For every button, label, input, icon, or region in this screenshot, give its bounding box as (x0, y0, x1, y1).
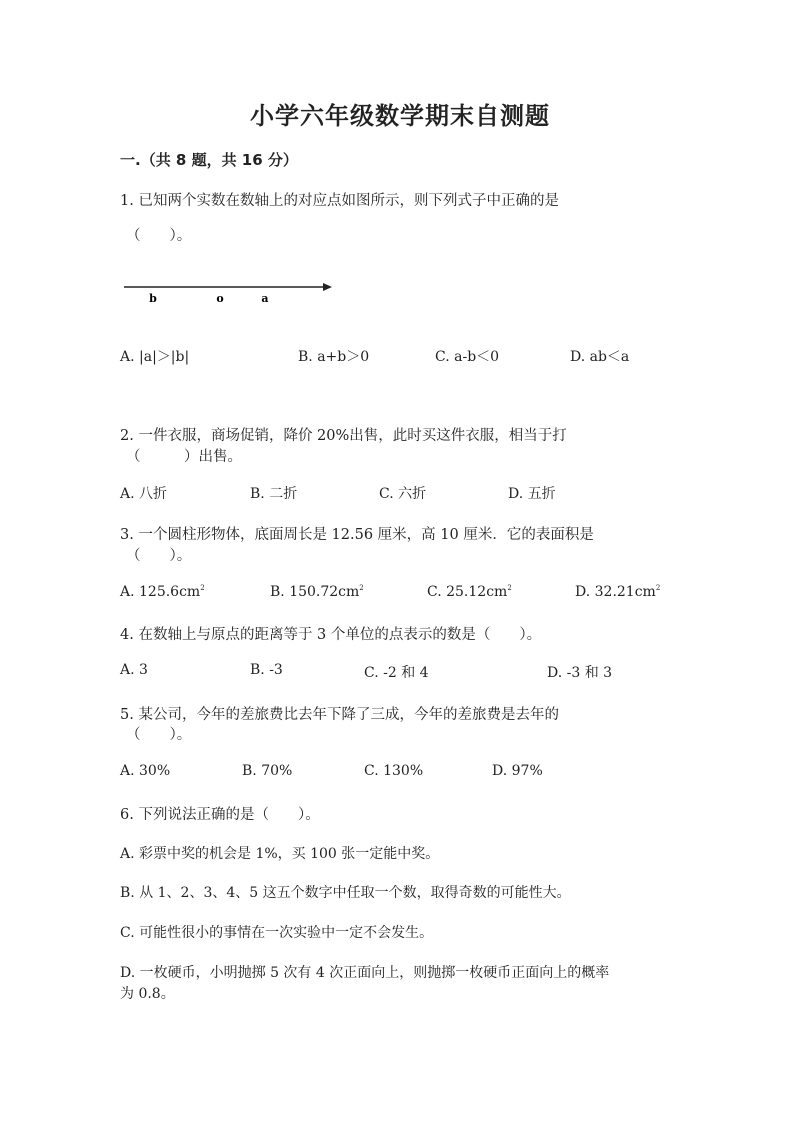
q1-option-c: C. a-b＜0 (435, 349, 500, 365)
q2-option-a: A. 八折 (120, 486, 168, 502)
q4-option-b: B. -3 (250, 662, 283, 678)
q2-option-c: C. 六折 (379, 486, 427, 502)
question-2-blank: （ ）出售。 (126, 449, 242, 465)
section-heading: 一.（共 8 题，共 16 分） (120, 151, 298, 169)
question-1-text: 1. 已知两个实数在数轴上的对应点如图所示，则下列式子中正确的是 (120, 193, 559, 209)
question-1-blank: （ ）。 (126, 228, 192, 244)
q3-option-c: C. $25.12cm^2$ (427, 584, 512, 600)
q4-option-c: C. -2 和 4 (364, 665, 429, 681)
question-3-text: 3. 一个圆柱形物体，底面周长是 12.56 厘米，高 10 厘米．它的表面积是 (120, 527, 594, 543)
number-line-label-o: o (216, 292, 224, 305)
q3-option-b: B. $150.72cm^2$ (270, 584, 364, 600)
question-5-text: 5. 某公司，今年的差旅费比去年下降了三成，今年的差旅费是去年的 (120, 707, 559, 723)
q4-option-d: D. -3 和 3 (547, 665, 613, 681)
number-line-label-b: b (149, 292, 157, 305)
q5-option-d: D. 97% (492, 763, 543, 779)
question-3-blank: （ ）。 (126, 548, 192, 564)
question-5-blank: （ ）。 (126, 727, 192, 743)
question-4-text: 4. 在数轴上与原点的距离等于 3 个单位的点表示的数是（ ）。 (120, 627, 542, 643)
q2-option-b: B. 二折 (250, 486, 298, 502)
question-6-text: 6. 下列说法正确的是（ ）。 (120, 807, 320, 823)
question-2-text: 2. 一件衣服，商场促销，降价 20%出售，此时买这件衣服，相当于打 (120, 428, 567, 444)
q3-option-a: A. $125.6cm^2$ (120, 584, 205, 600)
q2-option-d: D. 五折 (508, 486, 556, 502)
q1-option-b: B. a+b＞0 (298, 349, 370, 365)
number-line-label-a: a (261, 292, 269, 305)
q5-option-b: B. 70% (242, 763, 293, 779)
q6-option-b: B. 从 1、2、3、4、5 这五个数字中任取一个数，取得奇数的可能性大。 (120, 885, 571, 901)
number-line-figure (122, 276, 334, 308)
q1-option-a: A. |a|＞|b| (120, 349, 190, 365)
q1-option-d: D. ab＜a (570, 349, 630, 365)
q6-option-d-continued: 为 0.8。 (120, 986, 175, 1002)
q5-option-a: A. 30% (120, 763, 171, 779)
q3-option-d: D. $32.21cm^2$ (575, 584, 661, 600)
q4-option-a: A. 3 (120, 662, 148, 678)
number-line-arrow (323, 283, 332, 291)
q5-option-c: C. 130% (364, 763, 424, 779)
q6-option-c: C. 可能性很小的事情在一次实验中一定不会发生。 (120, 925, 434, 941)
q6-option-d: D. 一枚硬币，小明抛掷 5 次有 4 次正面向上，则抛掷一枚硬币正面向上的概率 (120, 965, 610, 981)
page-title: 小学六年级数学期末自测题 (250, 102, 550, 130)
q6-option-a: A. 彩票中奖的机会是 1%，买 100 张一定能中奖。 (120, 846, 440, 862)
